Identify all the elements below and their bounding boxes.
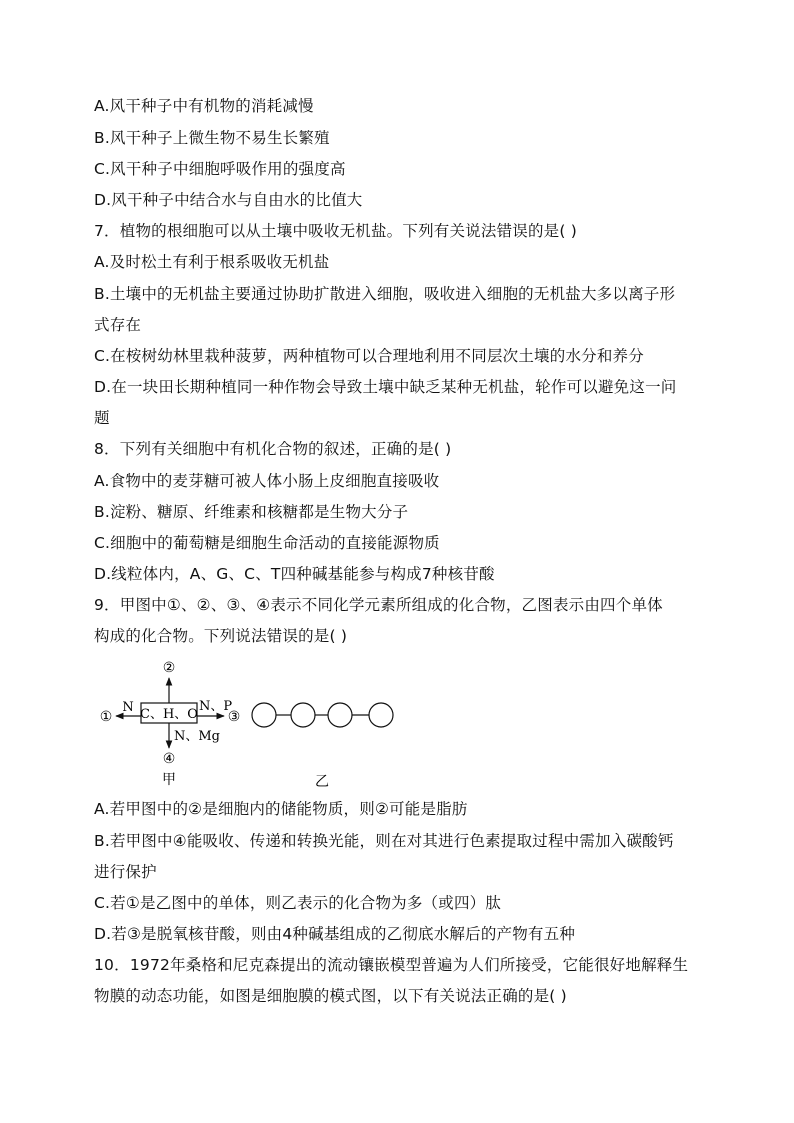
caption-jia: 甲 [162, 772, 176, 788]
question-7: 7．植物的根细胞可以从土壤中吸收无机盐。下列有关说法错误的是( ) [94, 222, 577, 240]
element-np: N、P [199, 699, 233, 714]
text-line: 进行保护 [94, 863, 157, 881]
text-line: D.在一块田长期种植同一种作物会导致土壤中缺乏某种无机盐，轮作可以避免这一问 [94, 378, 677, 396]
text-line: C.若①是乙图中的单体，则乙表示的化合物为多（或四）肽 [94, 894, 502, 912]
text-line: 构成的化合物。下列说法错误的是( ) [94, 627, 348, 645]
diagram-jia [100, 660, 241, 788]
box-label: C、H、O [140, 707, 198, 722]
monomer-circle [252, 703, 276, 727]
text-line: B.淀粉、糖原、纤维素和核糖都是生物大分子 [94, 503, 409, 521]
label-2: ② [162, 660, 176, 676]
label-4: ④ [162, 751, 176, 767]
diagram-yi [252, 703, 393, 790]
question-8: 8．下列有关细胞中有机化合物的叙述，正确的是( ) [94, 440, 452, 458]
text-line: B.若甲图中④能吸收、传递和转换光能，则在对其进行色素提取过程中需加入碳酸钙 [94, 832, 674, 850]
text-line: D.线粒体内，A、G、C、T四种碱基能参与构成7种核苷酸 [94, 565, 495, 583]
monomer-circle [291, 703, 315, 727]
element-nmg: N、Mg [174, 729, 221, 744]
text-line: 式存在 [94, 316, 142, 334]
question-10: 10．1972年桑格和尼克森提出的流动镶嵌模型普遍为人们所接受，它能很好地解释生 [94, 956, 689, 974]
text-line: A.风干种子中有机物的消耗减慢 [94, 97, 314, 115]
text-line: C.细胞中的葡萄糖是细胞生命活动的直接能源物质 [94, 534, 440, 552]
text-line: A.食物中的麦芽糖可被人体小肠上皮细胞直接吸收 [94, 472, 440, 490]
caption-yi: 乙 [315, 774, 329, 790]
text-line: D.风干种子中结合水与自由水的比值大 [94, 191, 363, 209]
text-line: C.在桉树幼林里栽种菠萝，两种植物可以合理地利用不同层次土壤的水分和养分 [94, 347, 644, 365]
text-line: 题 [94, 409, 110, 427]
text-line: 物膜的动态功能，如图是细胞膜的模式图，以下有关说法正确的是( ) [94, 987, 567, 1005]
text-line: A.若甲图中的②是细胞内的储能物质，则②可能是脂肪 [94, 800, 468, 818]
label-3: ③ [227, 709, 241, 725]
text-line: C.风干种子中细胞呼吸作用的强度高 [94, 160, 346, 178]
text-line: D.若③是脱氧核苷酸，则由4种碱基组成的乙彻底水解后的产物有五种 [94, 925, 576, 943]
monomer-circle [328, 703, 352, 727]
element-n: N [122, 700, 134, 715]
label-1: ① [99, 709, 113, 725]
question-9: 9．甲图中①、②、③、④表示不同化学元素所组成的化合物，乙图表示由四个单体 [94, 596, 663, 614]
text-line: B.土壤中的无机盐主要通过协助扩散进入细胞，吸收进入细胞的无机盐大多以离子形 [94, 285, 676, 303]
text-line: B.风干种子上微生物不易生长繁殖 [94, 129, 330, 147]
monomer-circle [369, 703, 393, 727]
text-line: A.及时松土有利于根系吸收无机盐 [94, 253, 330, 271]
